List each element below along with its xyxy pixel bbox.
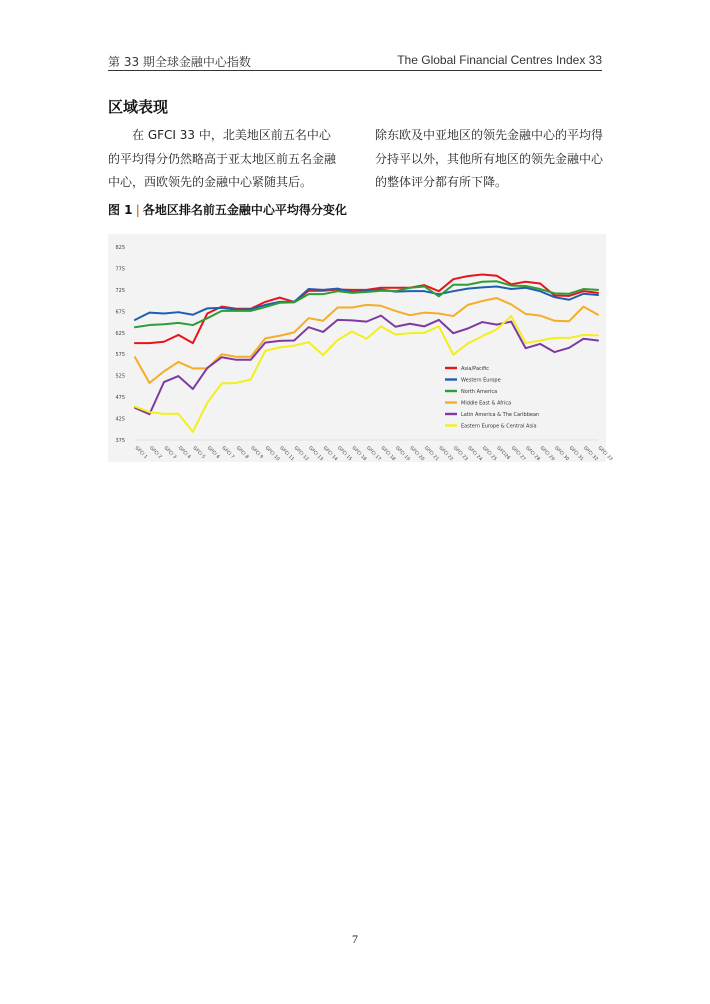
data-point-eastern-europe-central-asia bbox=[337, 339, 339, 341]
data-point-asia-pacific bbox=[438, 290, 440, 292]
data-point-north-america bbox=[525, 285, 527, 287]
data-point-north-america bbox=[481, 281, 483, 283]
y-tick-label: 775 bbox=[115, 266, 125, 273]
data-point-middle-east-africa bbox=[481, 300, 483, 302]
data-point-eastern-europe-central-asia bbox=[424, 332, 426, 334]
data-point-north-america bbox=[337, 290, 339, 292]
data-point-eastern-europe-central-asia bbox=[134, 406, 136, 408]
paragraph-right: 除东欧及中亚地区的领先金融中心的平均得分持平以外，其他所有地区的领先金融中心的整体评分都有所下降。 bbox=[375, 128, 604, 189]
data-point-eastern-europe-central-asia bbox=[322, 354, 324, 356]
data-point-middle-east-africa bbox=[134, 356, 136, 358]
data-point-asia-pacific bbox=[351, 289, 353, 291]
x-tick-label: GFCI 7 bbox=[220, 445, 235, 461]
data-point-north-america bbox=[264, 306, 266, 308]
figure-caption bbox=[108, 201, 347, 218]
data-point-asia-pacific bbox=[568, 295, 570, 297]
data-point-eastern-europe-central-asia bbox=[221, 383, 223, 385]
data-point-latin-america-the-caribbean bbox=[481, 321, 483, 323]
data-point-western-europe bbox=[597, 294, 599, 296]
data-point-north-america bbox=[409, 287, 411, 289]
data-point-western-europe bbox=[264, 304, 266, 306]
paragraph-left: 在 GFCI 33 中，北美地区前五名中心的平均得分仍然略高于亚太地区前五名金融中心，西欧领先的金融中心紧随其后。 bbox=[108, 128, 337, 189]
data-point-asia-pacific bbox=[395, 287, 397, 289]
data-point-western-europe bbox=[568, 299, 570, 301]
data-point-eastern-europe-central-asia bbox=[366, 338, 368, 340]
section-title: 区域表现 bbox=[108, 98, 169, 116]
data-point-western-europe bbox=[409, 290, 411, 292]
data-point-north-america bbox=[554, 293, 556, 295]
data-point-eastern-europe-central-asia bbox=[149, 411, 151, 413]
data-point-latin-america-the-caribbean bbox=[525, 347, 527, 349]
data-point-latin-america-the-caribbean bbox=[395, 326, 397, 328]
data-point-middle-east-africa bbox=[178, 361, 180, 363]
x-tick-label: GFCI 5 bbox=[191, 445, 206, 461]
data-point-north-america bbox=[308, 293, 310, 295]
data-point-latin-america-the-caribbean bbox=[149, 413, 151, 415]
data-point-western-europe bbox=[467, 288, 469, 290]
data-point-north-america bbox=[293, 302, 295, 304]
data-point-eastern-europe-central-asia bbox=[235, 382, 237, 384]
data-point-north-america bbox=[235, 310, 237, 312]
data-point-asia-pacific bbox=[597, 292, 599, 294]
data-point-latin-america-the-caribbean bbox=[554, 351, 556, 353]
data-point-middle-east-africa bbox=[279, 335, 281, 337]
data-point-western-europe bbox=[496, 286, 498, 288]
x-tick-label: GFCI 1 bbox=[133, 445, 148, 461]
data-point-latin-america-the-caribbean bbox=[250, 359, 252, 361]
x-tick-label: GFCI 2 bbox=[148, 445, 163, 461]
data-point-middle-east-africa bbox=[510, 304, 512, 306]
data-point-western-europe bbox=[337, 288, 339, 290]
x-tick-label: GFCI 8 bbox=[234, 445, 250, 461]
data-point-latin-america-the-caribbean bbox=[409, 323, 411, 325]
data-point-western-europe bbox=[163, 313, 165, 315]
data-point-latin-america-the-caribbean bbox=[337, 319, 339, 321]
data-point-asia-pacific bbox=[192, 342, 194, 344]
data-point-western-europe bbox=[207, 308, 209, 310]
data-point-latin-america-the-caribbean bbox=[568, 347, 570, 349]
data-point-north-america bbox=[424, 286, 426, 288]
y-tick-label: 425 bbox=[115, 416, 125, 423]
data-point-middle-east-africa bbox=[568, 320, 570, 322]
data-point-middle-east-africa bbox=[192, 368, 194, 370]
data-point-eastern-europe-central-asia bbox=[163, 413, 165, 415]
header-right-title: The Global Financial Centres Index 33 bbox=[397, 53, 602, 67]
data-point-eastern-europe-central-asia bbox=[510, 315, 512, 317]
data-point-north-america bbox=[568, 293, 570, 295]
data-point-north-america bbox=[453, 284, 455, 286]
data-point-western-europe bbox=[510, 288, 512, 290]
data-point-eastern-europe-central-asia bbox=[264, 350, 266, 352]
data-point-middle-east-africa bbox=[424, 312, 426, 314]
data-point-eastern-europe-central-asia bbox=[568, 337, 570, 339]
x-tick-label: GFCI 18 bbox=[379, 445, 396, 463]
data-point-middle-east-africa bbox=[496, 297, 498, 299]
data-point-north-america bbox=[366, 291, 368, 293]
data-point-middle-east-africa bbox=[322, 320, 324, 322]
data-point-north-america bbox=[250, 310, 252, 312]
data-point-latin-america-the-caribbean bbox=[322, 331, 324, 333]
data-point-eastern-europe-central-asia bbox=[597, 335, 599, 337]
x-tick-label: GFCI 30 bbox=[553, 445, 570, 463]
x-tick-label: GFCI 9 bbox=[249, 445, 264, 461]
x-tick-label: GFCI 12 bbox=[292, 445, 310, 463]
y-tick-label: 375 bbox=[115, 438, 125, 444]
data-point-western-europe bbox=[308, 288, 310, 290]
header-divider bbox=[108, 70, 602, 71]
data-point-western-europe bbox=[554, 296, 556, 298]
data-point-western-europe bbox=[149, 312, 151, 314]
data-point-latin-america-the-caribbean bbox=[453, 332, 455, 334]
legend-label: Eastern Europe & Central Asia bbox=[461, 423, 537, 430]
x-tick-label: GFCI 33 bbox=[596, 445, 613, 463]
data-point-latin-america-the-caribbean bbox=[467, 328, 469, 330]
data-point-eastern-europe-central-asia bbox=[178, 413, 180, 415]
data-point-north-america bbox=[351, 292, 353, 294]
data-point-asia-pacific bbox=[264, 301, 266, 303]
data-point-north-america bbox=[380, 290, 382, 292]
data-point-north-america bbox=[279, 302, 281, 304]
data-point-north-america bbox=[163, 323, 165, 325]
x-tick-label: GFCI 17 bbox=[365, 445, 382, 463]
series-line-latin-america-the-caribbean bbox=[135, 316, 598, 415]
y-tick-label: 725 bbox=[115, 287, 125, 294]
x-tick-label: GFCI 21 bbox=[422, 445, 440, 463]
data-point-middle-east-africa bbox=[583, 306, 585, 308]
data-point-eastern-europe-central-asia bbox=[351, 331, 353, 333]
x-tick-label: GFCI 23 bbox=[451, 445, 469, 463]
data-point-asia-pacific bbox=[496, 275, 498, 277]
y-tick-label: 475 bbox=[115, 395, 125, 402]
data-point-eastern-europe-central-asia bbox=[380, 326, 382, 328]
data-point-eastern-europe-central-asia bbox=[496, 329, 498, 331]
data-point-western-europe bbox=[134, 319, 136, 321]
line-chart bbox=[108, 234, 613, 463]
data-point-middle-east-africa bbox=[337, 307, 339, 309]
data-point-middle-east-africa bbox=[453, 315, 455, 317]
data-point-western-europe bbox=[525, 287, 527, 289]
page-number: 7 bbox=[352, 932, 358, 946]
data-point-latin-america-the-caribbean bbox=[597, 340, 599, 342]
y-tick-label: 525 bbox=[115, 373, 125, 380]
data-point-eastern-europe-central-asia bbox=[583, 334, 585, 336]
x-tick-label: GFCI 25 bbox=[480, 445, 498, 463]
data-point-latin-america-the-caribbean bbox=[539, 343, 541, 345]
data-point-north-america bbox=[510, 285, 512, 287]
data-point-north-america bbox=[395, 290, 397, 292]
data-point-asia-pacific bbox=[525, 281, 527, 283]
data-point-middle-east-africa bbox=[221, 353, 223, 355]
data-point-middle-east-africa bbox=[250, 356, 252, 358]
data-point-asia-pacific bbox=[539, 283, 541, 285]
x-tick-label: GFCI 4 bbox=[176, 445, 192, 461]
data-point-latin-america-the-caribbean bbox=[264, 342, 266, 344]
y-tick-label: 575 bbox=[115, 352, 125, 359]
data-point-latin-america-the-caribbean bbox=[424, 326, 426, 328]
x-tick-label: GFCI 15 bbox=[336, 445, 353, 463]
y-tick-label: 675 bbox=[115, 309, 125, 316]
data-point-middle-east-africa bbox=[380, 305, 382, 307]
data-point-asia-pacific bbox=[583, 290, 585, 292]
figure-title: 各地区排名前五金融中心平均得分变化 bbox=[142, 203, 347, 217]
data-point-latin-america-the-caribbean bbox=[221, 356, 223, 358]
data-point-north-america bbox=[149, 324, 151, 326]
data-point-asia-pacific bbox=[467, 275, 469, 277]
data-point-latin-america-the-caribbean bbox=[308, 326, 310, 328]
x-tick-label: GFCI 24 bbox=[466, 445, 483, 463]
legend-label: Western Europe bbox=[461, 377, 501, 384]
header-left-title: 第 33 期全球金融中心指数 bbox=[108, 55, 251, 69]
legend-label: Middle East & Africa bbox=[461, 400, 512, 407]
x-tick-label: GFCI 6 bbox=[205, 445, 221, 461]
data-point-middle-east-africa bbox=[554, 320, 556, 322]
chart-area bbox=[108, 234, 613, 463]
data-point-middle-east-africa bbox=[395, 310, 397, 312]
x-tick-label: GFCI 13 bbox=[307, 445, 324, 463]
data-point-western-europe bbox=[424, 290, 426, 292]
data-point-north-america bbox=[134, 326, 136, 328]
x-tick-label: GFCI 31 bbox=[567, 445, 584, 463]
legend-label: Latin America & The Caribbean bbox=[461, 411, 540, 418]
data-point-eastern-europe-central-asia bbox=[293, 345, 295, 347]
data-point-eastern-europe-central-asia bbox=[453, 354, 455, 356]
data-point-middle-east-africa bbox=[539, 315, 541, 317]
data-point-eastern-europe-central-asia bbox=[539, 340, 541, 342]
data-point-latin-america-the-caribbean bbox=[366, 321, 368, 323]
data-point-eastern-europe-central-asia bbox=[554, 337, 556, 339]
data-point-latin-america-the-caribbean bbox=[583, 338, 585, 340]
data-point-latin-america-the-caribbean bbox=[235, 359, 237, 361]
data-point-asia-pacific bbox=[134, 342, 136, 344]
data-point-latin-america-the-caribbean bbox=[163, 381, 165, 383]
data-point-western-europe bbox=[178, 311, 180, 313]
data-point-eastern-europe-central-asia bbox=[525, 342, 527, 344]
data-point-eastern-europe-central-asia bbox=[481, 335, 483, 337]
data-point-north-america bbox=[322, 293, 324, 295]
data-point-latin-america-the-caribbean bbox=[351, 320, 353, 322]
data-point-north-america bbox=[467, 284, 469, 286]
data-point-north-america bbox=[438, 296, 440, 298]
data-point-western-europe bbox=[539, 290, 541, 292]
x-tick-label: GFCI 19 bbox=[394, 445, 411, 463]
data-point-middle-east-africa bbox=[467, 304, 469, 306]
data-point-western-europe bbox=[221, 307, 223, 309]
y-tick-label: 825 bbox=[115, 245, 125, 251]
x-tick-label: GFCI 16 bbox=[350, 445, 367, 463]
data-point-latin-america-the-caribbean bbox=[510, 321, 512, 323]
data-point-eastern-europe-central-asia bbox=[467, 343, 469, 345]
figure-label: 图 1 bbox=[108, 203, 133, 217]
data-point-middle-east-africa bbox=[235, 356, 237, 358]
x-tick-label: GFCI 10 bbox=[263, 445, 281, 463]
data-point-latin-america-the-caribbean bbox=[438, 319, 440, 321]
x-tick-label: GFCI 29 bbox=[538, 445, 556, 463]
data-point-eastern-europe-central-asia bbox=[250, 379, 252, 381]
x-tick-label: GFCI26 bbox=[495, 445, 511, 462]
data-point-western-europe bbox=[583, 293, 585, 295]
legend-label: Asia/Pacific bbox=[461, 365, 490, 372]
data-point-eastern-europe-central-asia bbox=[279, 347, 281, 349]
data-point-north-america bbox=[192, 324, 194, 326]
data-point-middle-east-africa bbox=[351, 307, 353, 309]
x-tick-label: GFCI 11 bbox=[278, 445, 295, 463]
series-line-middle-east-africa bbox=[135, 298, 598, 383]
x-tick-label: GFCI 28 bbox=[524, 445, 541, 463]
data-point-middle-east-africa bbox=[163, 371, 165, 373]
data-point-middle-east-africa bbox=[438, 313, 440, 315]
data-point-eastern-europe-central-asia bbox=[409, 332, 411, 334]
data-point-eastern-europe-central-asia bbox=[438, 326, 440, 328]
data-point-middle-east-africa bbox=[525, 313, 527, 315]
data-point-latin-america-the-caribbean bbox=[192, 388, 194, 390]
data-point-western-europe bbox=[481, 287, 483, 289]
data-point-asia-pacific bbox=[207, 313, 209, 315]
data-point-asia-pacific bbox=[481, 274, 483, 276]
data-point-western-europe bbox=[322, 289, 324, 291]
data-point-north-america bbox=[597, 289, 599, 291]
data-point-eastern-europe-central-asia bbox=[207, 402, 209, 404]
data-point-asia-pacific bbox=[380, 287, 382, 289]
x-tick-label: GFCI 14 bbox=[321, 445, 338, 463]
data-point-north-america bbox=[583, 288, 585, 290]
data-point-eastern-europe-central-asia bbox=[308, 341, 310, 343]
y-tick-label: 625 bbox=[115, 330, 125, 337]
data-point-asia-pacific bbox=[149, 342, 151, 344]
data-point-latin-america-the-caribbean bbox=[293, 340, 295, 342]
data-point-north-america bbox=[178, 322, 180, 324]
data-point-middle-east-africa bbox=[264, 338, 266, 340]
data-point-middle-east-africa bbox=[597, 314, 599, 316]
data-point-asia-pacific bbox=[163, 341, 165, 343]
data-point-latin-america-the-caribbean bbox=[279, 340, 281, 342]
data-point-middle-east-africa bbox=[409, 314, 411, 316]
data-point-middle-east-africa bbox=[308, 317, 310, 319]
data-point-latin-america-the-caribbean bbox=[380, 315, 382, 317]
data-point-eastern-europe-central-asia bbox=[192, 431, 194, 433]
data-point-north-america bbox=[539, 288, 541, 290]
data-point-north-america bbox=[221, 310, 223, 312]
data-point-asia-pacific bbox=[178, 334, 180, 336]
data-point-north-america bbox=[496, 281, 498, 283]
x-tick-label: GFCI 32 bbox=[582, 445, 599, 463]
data-point-eastern-europe-central-asia bbox=[395, 334, 397, 336]
data-point-western-europe bbox=[453, 290, 455, 292]
data-point-latin-america-the-caribbean bbox=[207, 367, 209, 369]
data-point-middle-east-africa bbox=[293, 332, 295, 334]
x-tick-label: GFCI 3 bbox=[162, 445, 177, 461]
data-point-middle-east-africa bbox=[149, 382, 151, 384]
legend-label: North America bbox=[461, 388, 498, 395]
x-tick-label: GFCI 20 bbox=[408, 445, 425, 463]
data-point-latin-america-the-caribbean bbox=[178, 375, 180, 377]
figure-separator: | bbox=[135, 203, 140, 217]
data-point-north-america bbox=[207, 317, 209, 319]
x-tick-label: GFCI 27 bbox=[509, 445, 527, 463]
data-point-latin-america-the-caribbean bbox=[496, 324, 498, 326]
data-point-western-europe bbox=[192, 314, 194, 316]
data-point-asia-pacific bbox=[453, 278, 455, 280]
data-point-middle-east-africa bbox=[366, 304, 368, 306]
data-point-asia-pacific bbox=[279, 297, 281, 299]
x-tick-label: GFCI 22 bbox=[437, 445, 454, 463]
